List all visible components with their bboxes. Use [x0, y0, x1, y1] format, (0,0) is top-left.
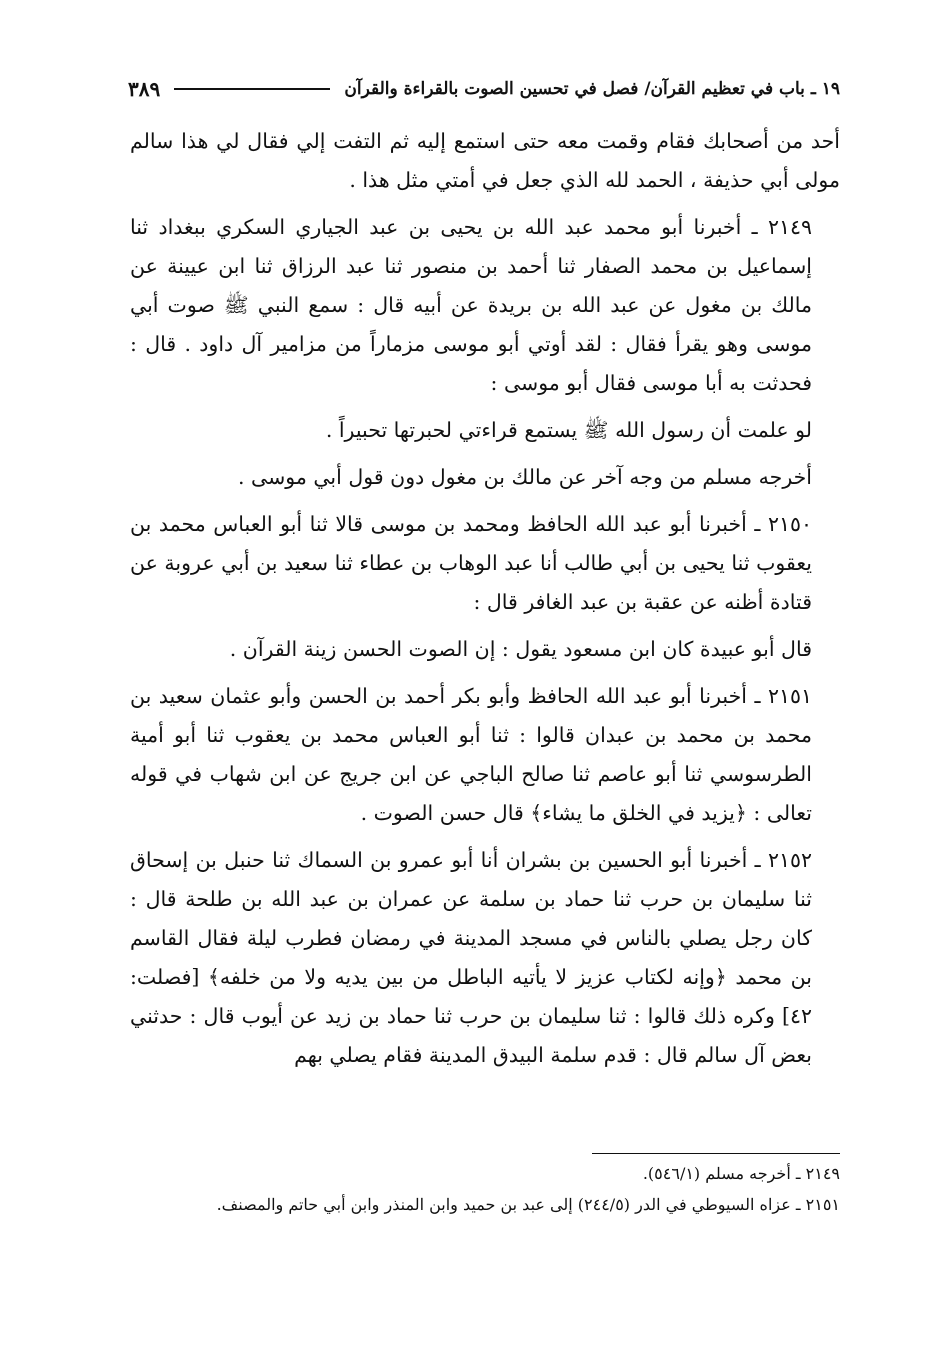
hadith-2151: ٢١٥١ ـ أخبرنا أبو عبد الله الحافظ وأبو بكر أحمد بن الحسن وأبو عثمان سعيد بن محمد بن محمد بن عبدان قالوا : ثنا أبو العباس محمد بن يعقوب ثنا أبو أمية الطرسوسي ثنا أبو عاصم ثنا صالح الباجي عن ابن جريج عن ابن شهاب في قوله تعالى : ﴿يزيد في الخلق ما يشاء﴾ قال حسن الصوت . [130, 684, 812, 825]
main-text [130, 122, 840, 1083]
hadith-2149: ٢١٤٩ ـ أخبرنا أبو محمد عبد الله بن يحيى بن عبد الجياري السكري ببغداد ثنا إسماعيل بن محمد الصفار ثنا أحمد بن منصور ثنا عبد الرزاق ثنا ابن عيينة عن مالك بن مغول عن عبد الله بن بريدة عن أبيه قال : سمع النبي ﷺ صوت أبي موسى وهو يقرأ فقال : لقد أوتي أبو موسى مزماراً من مزامير آل داود . قال : فحدثت به أبا موسى فقال أبو موسى : [130, 215, 812, 395]
footnotes [130, 1160, 840, 1222]
page-number: ٣٨٩ [128, 77, 161, 101]
quote-ibn-masud: قال أبو عبيدة كان ابن مسعود يقول : إن الصوت الحسن زينة القرآن . [229, 637, 812, 661]
hadith-2152: ٢١٥٢ ـ أخبرنا أبو الحسين بن بشران أنا أبو عمرو بن السماك ثنا حنبل بن إسحاق ثنا سليمان بن حرب ثنا حماد بن سلمة عن عمران بن عبد الله بن طلحة قال : كان رجل يصلي بالناس في مسجد المدينة في رمضان فطرب ليلة فقال القاسم بن محمد ﴿وإنه لكتاب عزيز لا يأتيه الباطل من بين يديه ولا من خلفه﴾ [فصلت: ٤٢] وكره ذلك قالوا : ثنا سليمان بن حرب ثنا حماد بن زيد عن أيوب قال : حدثني بعض آل سالم قال : قدم سلمة البيدق المدينة فقام يصلي بهم [130, 848, 812, 1067]
footnote-2149: ٢١٤٩ ـ أخرجه مسلم (٥٤٦/١). [642, 1164, 840, 1183]
running-header [128, 72, 840, 106]
paragraph-continuation: أحد من أصحابك فقام وقمت معه حتى استمع إليه ثم التفت إلي فقال لي هذا سالم مولى أبي حذيفة ، الحمد لله الذي جعل في أمتي مثل هذا . [130, 129, 840, 192]
hadith-2150: ٢١٥٠ ـ أخبرنا أبو عبد الله الحافظ ومحمد بن موسى قالا ثنا أبو العباس محمد بن يعقوب ثنا يحيى بن أبي طالب أنا عبد الوهاب بن عطاء ثنا سعيد بن أبي عروبة عن قتادة أظنه عن عقبة بن عبد الغافر قال : [130, 512, 812, 614]
footnote-divider [592, 1153, 840, 1154]
chapter-title: ١٩ ـ باب في تعظيم القرآن/ فصل في تحسين الصوت بالقراءة والقرآن [344, 79, 840, 99]
footnote-2151: ٢١٥١ ـ عزاه السيوطي في الدر (٢٤٤/٥) إلى عبد بن حميد وابن المنذر وابن أبي حاتم والمصنف. [216, 1195, 840, 1214]
quote-abu-musa: لو علمت أن رسول الله ﷺ يستمع قراءتي لحبرتها تحبيراً . [325, 418, 812, 442]
header-rule [174, 88, 330, 90]
takhrij-note: أخرجه مسلم من وجه آخر عن مالك بن مغول دون قول أبي موسى . [237, 465, 812, 489]
